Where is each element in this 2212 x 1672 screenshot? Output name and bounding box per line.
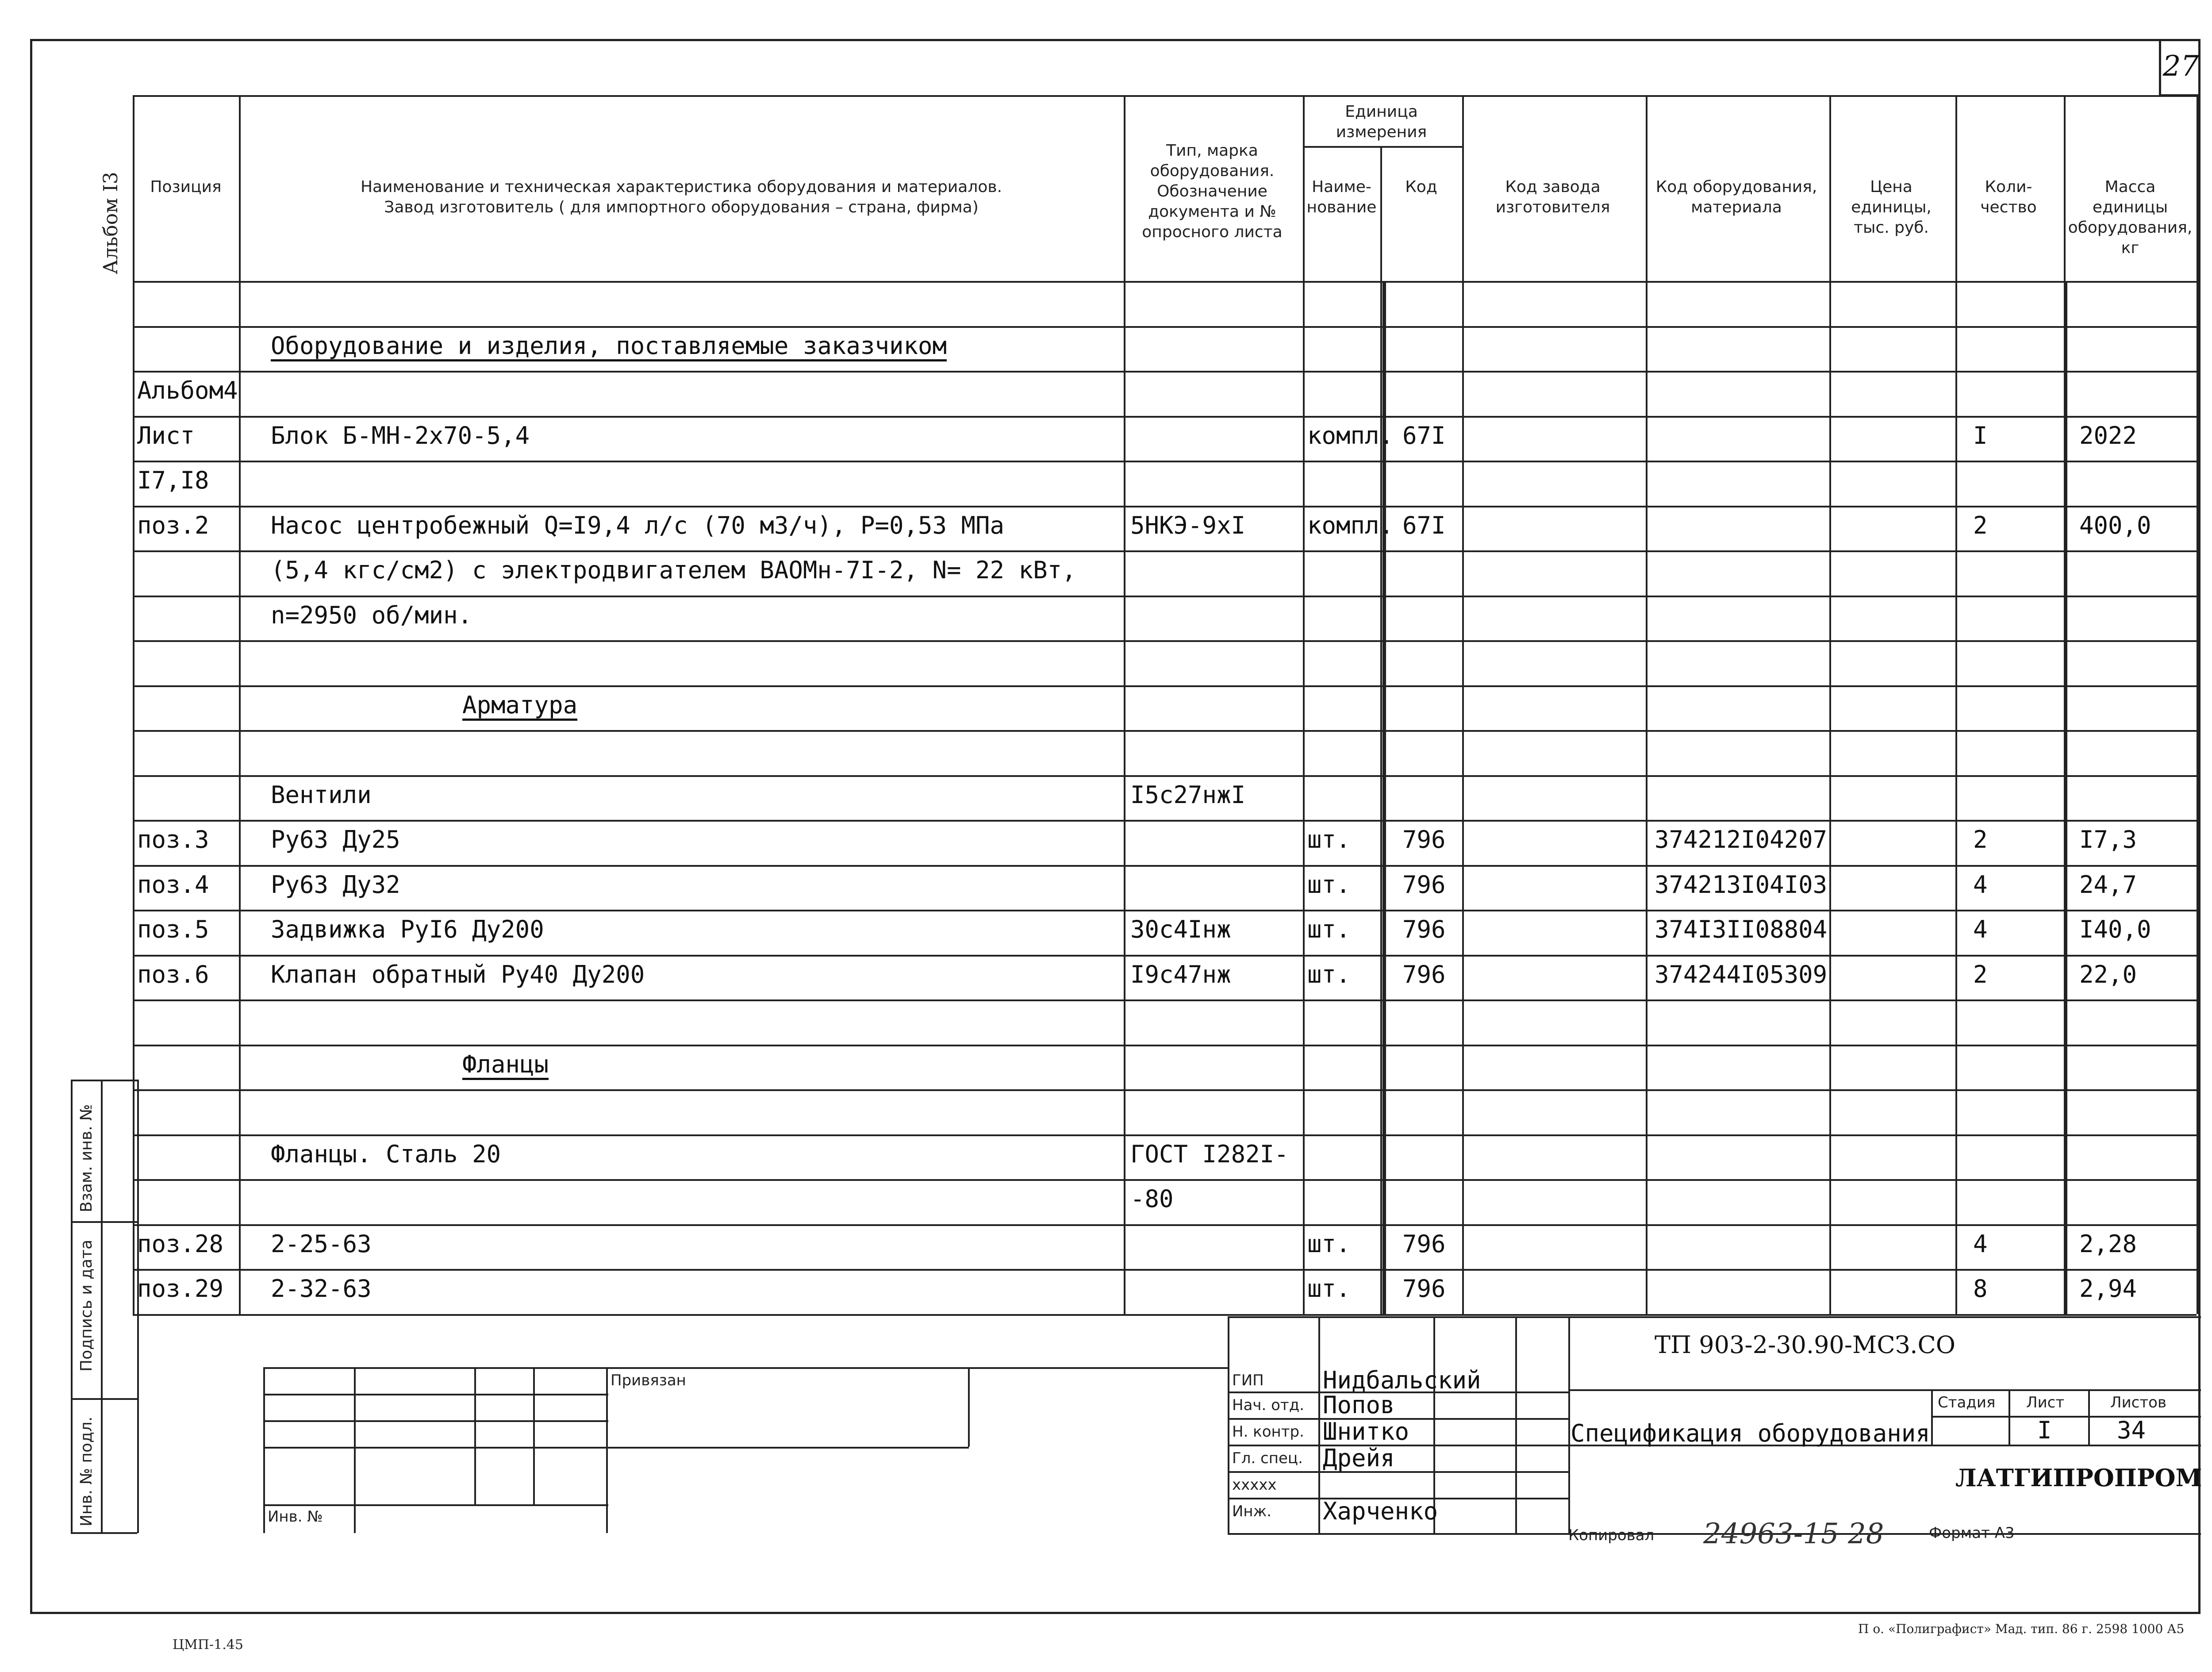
privyazan-label: Привязан xyxy=(611,1372,686,1389)
cell-name: Вентили xyxy=(271,780,372,809)
cell-equipment-code: 374I3II08804 xyxy=(1655,915,1828,943)
cell-name: 2-25-63 xyxy=(271,1230,372,1258)
cell-position: поз.2 xyxy=(137,511,209,539)
row-divider xyxy=(133,416,2197,418)
side-label-vzam: Взам. инв. № xyxy=(77,1104,96,1212)
row-divider xyxy=(133,730,2197,732)
role-label: Гл. спец. xyxy=(1232,1449,1303,1467)
sheets-value: 34 xyxy=(2117,1416,2146,1444)
footer-right: П о. «Полиграфист» Мад. тип. 86 г. 2598 1000 А5 xyxy=(1858,1622,2185,1636)
row-divider xyxy=(133,1045,2197,1046)
row-divider xyxy=(133,640,2197,642)
cell-mass: 2022 xyxy=(2079,421,2137,450)
cell-mass: I7,3 xyxy=(2079,826,2137,853)
row-divider xyxy=(133,371,2197,373)
column-divider xyxy=(2197,95,2198,1314)
role-person: Нидбальский xyxy=(1323,1366,1481,1394)
cell-name: Ру63 Ду25 xyxy=(271,826,400,853)
header-unit-group: Единица измерения xyxy=(1336,103,1427,141)
cell-unit-name: компл. xyxy=(1307,421,1394,450)
cell-mass: 22,0 xyxy=(2079,960,2137,988)
row-divider xyxy=(133,461,2197,462)
column-divider xyxy=(133,95,134,1314)
header-plant-code: Код завода изготовителя xyxy=(1495,178,1610,216)
cell-quantity: 4 xyxy=(1973,915,1988,943)
cell-unit-name: шт. xyxy=(1307,960,1351,988)
cell-name: Ру63 Ду32 xyxy=(271,870,400,899)
row-divider xyxy=(133,685,2197,687)
column-divider xyxy=(1829,95,1831,1314)
sheets-label: Листов xyxy=(2110,1394,2167,1411)
cell-unit-name: шт. xyxy=(1307,826,1351,853)
cell-type: 30с4Iнж xyxy=(1130,915,1231,943)
cell-mass: 2,28 xyxy=(2079,1230,2137,1258)
cell-position: поз.29 xyxy=(137,1275,224,1303)
row-divider xyxy=(133,865,2197,867)
cell-unit-code: 796 xyxy=(1402,1230,1446,1258)
role-person: Попов xyxy=(1323,1391,1395,1419)
row-divider xyxy=(133,1179,2197,1181)
row-divider xyxy=(133,1314,2197,1316)
row-divider xyxy=(133,1134,2197,1136)
role-person: Дрейя xyxy=(1323,1444,1395,1472)
role-label: Нач. отд. xyxy=(1232,1396,1305,1414)
footer-left: ЦМП-1.45 xyxy=(173,1637,243,1653)
column-divider xyxy=(1646,95,1647,1314)
cell-unit-code: 796 xyxy=(1402,960,1446,988)
column-divider xyxy=(1124,95,1125,1314)
column-divider xyxy=(1462,95,1464,1314)
cell-unit-name: шт. xyxy=(1307,1230,1351,1258)
column-divider xyxy=(1955,95,1957,1314)
cell-name: Клапан обратный Ру40 Ду200 xyxy=(271,960,645,988)
copied-label: Копировал xyxy=(1568,1526,1655,1544)
cell-position: поз.3 xyxy=(137,826,209,853)
cell-unit-code: 796 xyxy=(1402,915,1446,943)
cell-quantity: 2 xyxy=(1973,960,1988,988)
row-divider xyxy=(133,326,2197,328)
row-divider xyxy=(133,1224,2197,1226)
row-divider xyxy=(133,1089,2197,1091)
header-qty: Коли- чество xyxy=(1980,178,2037,216)
role-person: Харченко xyxy=(1323,1497,1438,1525)
cell-quantity: 2 xyxy=(1973,511,1988,539)
cell-name: Насос центробежный Q=I9,4 л/с (70 м3/ч), Р=0,53 МПа xyxy=(271,511,1005,539)
cell-unit-code: 796 xyxy=(1402,826,1446,853)
cell-type: I9с47нж xyxy=(1130,960,1231,988)
sheet-value: I xyxy=(2037,1416,2052,1444)
cell-quantity: 8 xyxy=(1973,1275,1988,1303)
cell-type: 5НКЭ-9хI xyxy=(1130,511,1246,539)
row-divider xyxy=(133,999,2197,1001)
side-label-inv: Инв. № подл. xyxy=(77,1416,96,1526)
cell-position: поз.28 xyxy=(137,1230,224,1258)
cell-position: I7,I8 xyxy=(137,466,209,494)
cell-mass: 24,7 xyxy=(2079,870,2137,899)
header-mass: Масса единицы оборудования, кг xyxy=(2068,178,2193,257)
cell-unit-code: 796 xyxy=(1402,1275,1446,1303)
column-divider-thick xyxy=(2064,281,2067,1314)
cell-unit-name: компл. xyxy=(1307,511,1394,539)
cell-quantity: 4 xyxy=(1973,870,1988,899)
organization: ЛАТГИПРОПРОМ xyxy=(1955,1464,2202,1492)
cell-type: I5с27нжI xyxy=(1130,780,1246,809)
row-divider xyxy=(133,596,2197,597)
cell-quantity: 2 xyxy=(1973,826,1988,853)
header-unit-name: Наиме- нование xyxy=(1306,178,1377,216)
row-divider xyxy=(133,910,2197,911)
cell-name: 2-32-63 xyxy=(271,1275,372,1303)
format-label: Формат А3 xyxy=(1929,1524,2015,1542)
cell-name: Фланцы xyxy=(462,1050,549,1078)
role-label: ГИП xyxy=(1232,1372,1264,1389)
cell-equipment-code: 374212I04207 xyxy=(1655,826,1828,853)
cell-type: ГОСТ I282I- xyxy=(1130,1140,1289,1168)
cell-unit-name: шт. xyxy=(1307,870,1351,899)
cell-name: Оборудование и изделия, поставляемые заказчиком xyxy=(271,331,947,360)
cell-unit-code: 67I xyxy=(1402,511,1446,539)
cell-unit-name: шт. xyxy=(1307,915,1351,943)
cell-name: Арматура xyxy=(462,691,578,719)
cell-unit-code: 796 xyxy=(1402,870,1446,899)
unit-header-divider xyxy=(1303,146,1462,148)
header-name: Наименование и техническая характеристика оборудования и материалов. Завод изготовитель ( для импортного оборудования – страна, фирма) xyxy=(360,178,1002,216)
row-divider xyxy=(133,820,2197,822)
album-label: Альбом I3 xyxy=(100,172,122,274)
cell-name: (5,4 кгс/см2) с электродвигателем ВАОМн-7I-2, N= 22 кВт, xyxy=(271,556,1076,584)
doc-title: Спецификация оборудования xyxy=(1571,1419,1930,1447)
cell-unit-name: шт. xyxy=(1307,1275,1351,1303)
row-divider xyxy=(133,955,2197,957)
row-divider xyxy=(133,550,2197,552)
cell-equipment-code: 374213I04I03 xyxy=(1655,870,1828,899)
stage-label: Стадия xyxy=(1938,1394,1996,1411)
header-type: Тип, марка оборудования. Обозначение документа и № опросного листа xyxy=(1142,142,1283,241)
row-divider xyxy=(133,281,2197,283)
column-divider xyxy=(239,95,241,1314)
side-label-podpis: Подпись и дата xyxy=(77,1239,96,1372)
sheet-number: 27 xyxy=(2159,40,2200,96)
role-label: ххххх xyxy=(1232,1476,1277,1494)
cell-name: Задвижка РуI6 Ду200 xyxy=(271,915,544,943)
cell-name: Фланцы. Сталь 20 xyxy=(271,1140,501,1168)
cell-position: Лист xyxy=(137,421,195,450)
cell-type: -80 xyxy=(1130,1185,1174,1213)
cell-name: Блок Б-МН-2х70-5,4 xyxy=(271,421,530,450)
row-divider xyxy=(133,775,2197,777)
doc-code: ТП 903-2-30.90-МСЗ.СО xyxy=(1655,1331,1956,1359)
row-divider xyxy=(133,1269,2197,1271)
cell-equipment-code: 374244I05309 xyxy=(1655,960,1828,988)
cell-name: n=2950 об/мин. xyxy=(271,601,472,629)
column-divider xyxy=(1380,146,1382,1314)
header-unit-code: Код xyxy=(1405,178,1437,196)
table-top-border xyxy=(133,95,2197,97)
header-price: Цена единицы, тыс. руб. xyxy=(1851,178,1932,237)
row-divider xyxy=(133,506,2197,507)
role-label: Н. контр. xyxy=(1232,1423,1304,1441)
header-equipment-code: Код оборудования, материала xyxy=(1655,178,1817,216)
cell-position: Альбом4 xyxy=(137,377,238,404)
role-label: Инж. xyxy=(1232,1503,1272,1520)
sheet-label: Лист xyxy=(2026,1394,2065,1411)
cell-unit-code: 67I xyxy=(1402,421,1446,450)
cell-mass: 400,0 xyxy=(2079,511,2151,539)
cell-position: поз.4 xyxy=(137,870,209,899)
cell-mass: I40,0 xyxy=(2079,915,2151,943)
cell-quantity: 4 xyxy=(1973,1230,1988,1258)
cell-mass: 2,94 xyxy=(2079,1275,2137,1303)
header-position: Позиция xyxy=(150,178,222,196)
column-divider xyxy=(1303,95,1305,1314)
inv-no-label: Инв. № xyxy=(268,1508,323,1526)
role-person: Шнитко xyxy=(1323,1418,1409,1445)
copied-number: 24963-15 28 xyxy=(1703,1518,1884,1550)
cell-position: поз.5 xyxy=(137,915,209,943)
cell-position: поз.6 xyxy=(137,960,209,988)
cell-quantity: I xyxy=(1973,421,1988,450)
